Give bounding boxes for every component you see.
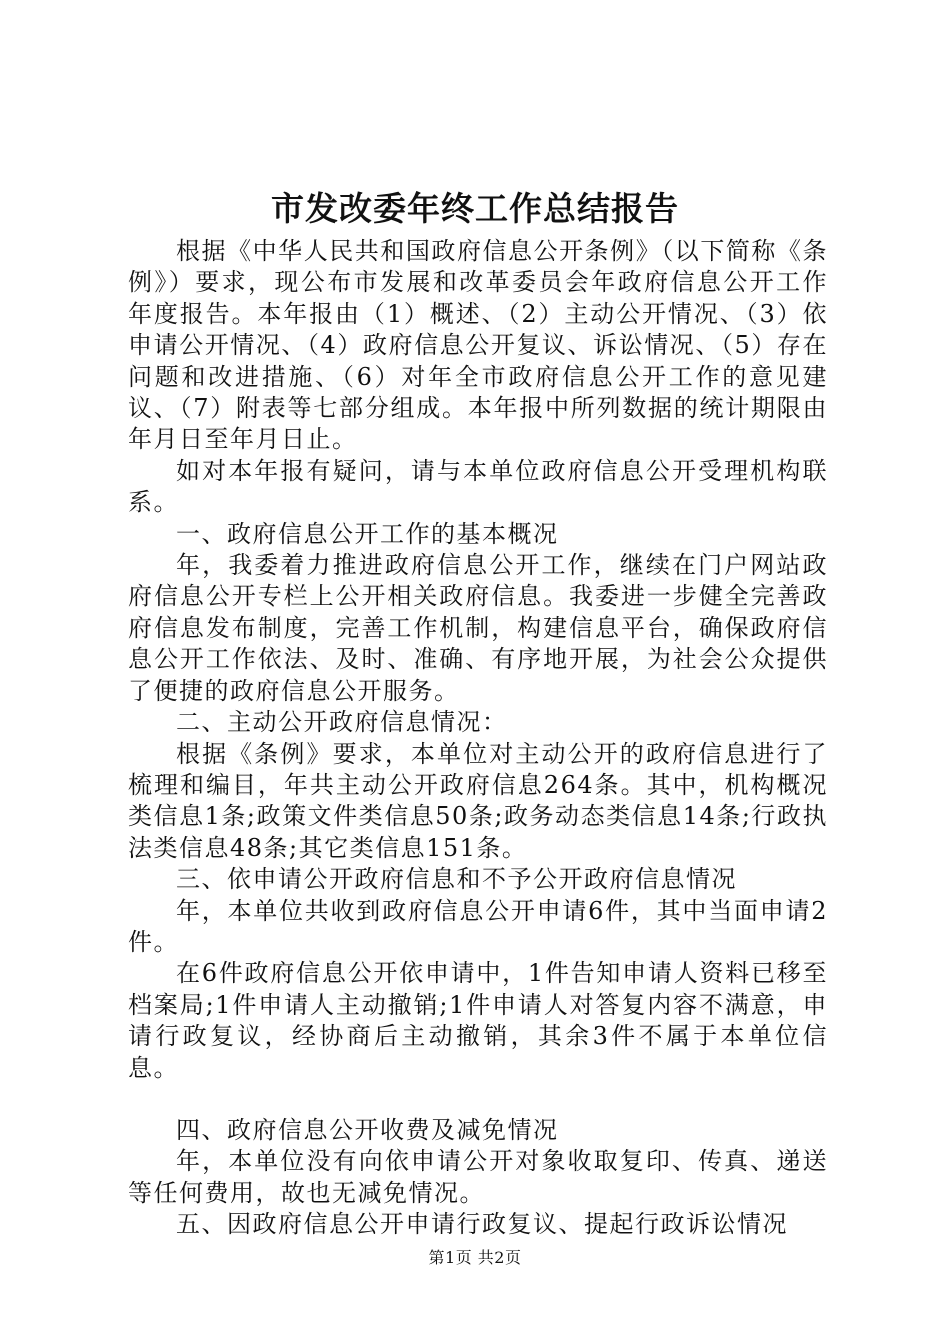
section-heading-2: 二、主动公开政府信息情况： xyxy=(176,708,508,737)
document-title: 市发改委年终工作总结报告 xyxy=(271,189,679,228)
section-heading-1: 一、政府信息公开工作的基本概况 xyxy=(176,519,559,548)
paragraph-contact: 如对本年报有疑问，请与本单位政府信息公开受理机构联系。 xyxy=(128,456,828,517)
paragraph-gap xyxy=(128,1084,828,1115)
document-body xyxy=(128,236,828,1241)
paragraph-fees: 年，本单位没有向依申请公开对象收取复印、传真、递送等任何费用，故也无减免情况。 xyxy=(128,1147,828,1207)
section-heading-5: 五、因政府信息公开申请行政复议、提起行政诉讼情况 xyxy=(176,1210,788,1239)
section-heading-3: 三、依申请公开政府信息和不予公开政府信息情况 xyxy=(176,865,737,894)
paragraph-application-details: 在6件政府信息公开依申请中，1件告知申请人资料已移至档案局;1件申请人主动撤销;1件申请人对答复内容不满意，申请行政复议，经协商后主动撤销，其余3件不属于本单位信息。 xyxy=(128,959,828,1082)
section-heading-4: 四、政府信息公开收费及减免情况 xyxy=(176,1115,559,1144)
paragraph-intro: 根据《中华人民共和国政府信息公开条例》（以下简称《条例》）要求，现公布市发展和改革委员会年政府信息公开工作年度报告。本年报由（1）概述、（2）主动公开情况、（3）依申请公开情况、（4）政府信息公开复议、诉讼情况、（5）存在问题和改进措施、（6）对年全市政府信息公开工作的意见建议、（7）附表等七部分组成。本年报中所列数据的统计期限由年月日至年月日止。 xyxy=(128,237,828,454)
paragraph-active-disclosure: 根据《条例》要求，本单位对主动公开的政府信息进行了梳理和编目，年共主动公开政府信息264条。其中，机构概况类信息1条;政策文件类信息50条;政务动态类信息14条;行政执法类信息48条;其它类信息151条。 xyxy=(128,739,828,862)
paragraph-overview: 年，我委着力推进政府信息公开工作，继续在门户网站政府信息公开专栏上公开相关政府信息。我委进一步健全完善政府信息发布制度，完善工作机制，构建信息平台，确保政府信息公开工作依法、及时、准确、有序地开展，为社会公众提供了便捷的政府信息公开服务。 xyxy=(128,551,828,705)
paragraph-applications: 年，本单位共收到政府信息公开申请6件，其中当面申请2件。 xyxy=(128,896,828,956)
page-footer: 第1页 共2页 xyxy=(428,1248,522,1267)
